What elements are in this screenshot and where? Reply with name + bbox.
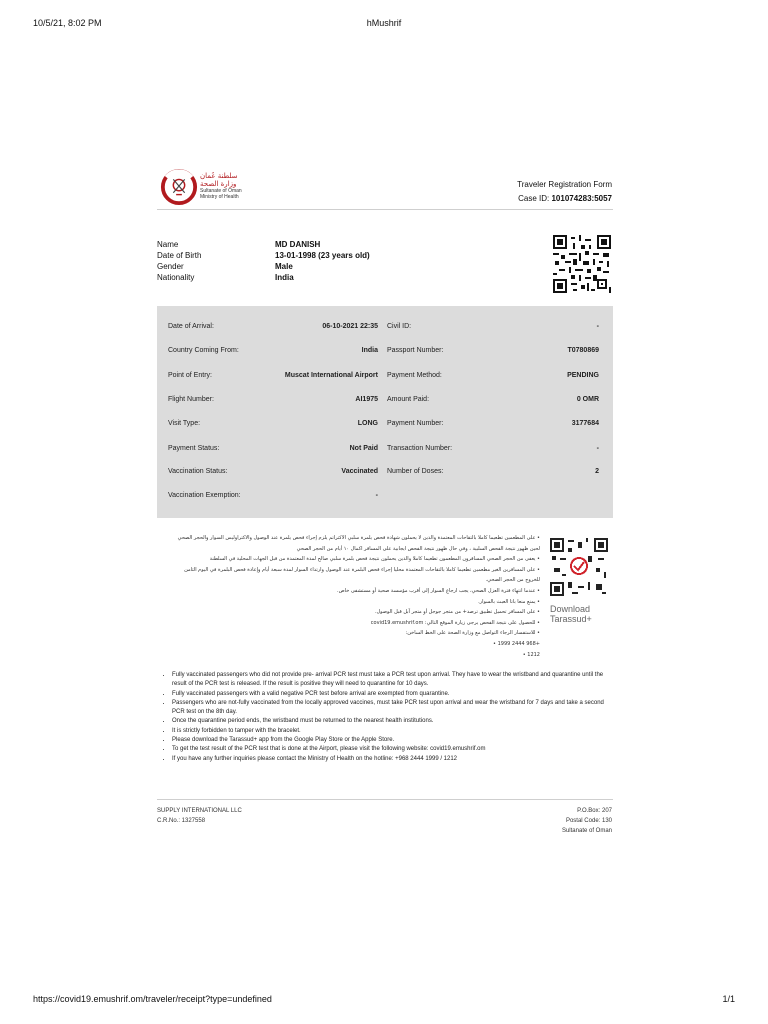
arabic-line: • يمنع منعا باتا العبث بالسوار.	[478, 598, 540, 605]
download-tarassud-link[interactable]	[550, 604, 592, 624]
country: Sultanate of Oman	[561, 828, 612, 834]
visit-type-value: LONG	[357, 420, 378, 427]
instruction-item: • Fully vaccinated passengers with a valid negative PCR test before arrival are exempted from quarantine.	[172, 690, 616, 699]
print-footer-url: https://covid19.emushrif.om/traveler/receipt?type=undefined	[33, 994, 272, 1004]
english-instructions	[160, 671, 616, 764]
vaccination-status-value: Vaccinated	[341, 468, 378, 475]
transaction-number-label: Transaction Number:	[387, 445, 453, 452]
po-box: P.O.Box: 207	[577, 808, 612, 814]
arrival-date-label: Date of Arrival:	[168, 323, 214, 330]
company-name: SUPPLY INTERNATIONAL LLC	[157, 808, 242, 814]
instruction-item: • Please download the Tarassud+ app from the Google Play Store or the Apple Store.	[172, 736, 616, 745]
country-from-value: India	[361, 347, 378, 354]
flight-number-label: Flight Number:	[168, 396, 214, 403]
civil-id-label: Civil ID:	[387, 323, 412, 330]
travel-details-panel	[157, 306, 613, 518]
instruction-item: • Passengers who are not-fully vaccinated from the locally approved vaccines, must take PCR test upon arrival and wear the wristband for 7 days and take a second PCR test on the 8th day.	[172, 699, 616, 718]
arabic-line: • يعفى من الحجر الصحي المسافرون المطعمون تطعيما كاملا والذين يحملون نتيجة فحص بلمرة سلبي صالح لمدة المعتمدة من قبل الجهات المحلية في السلطنة	[209, 556, 540, 563]
instruction-item: • Once the quarantine period ends, the wristband must be returned to the nearest health institutions.	[172, 717, 616, 726]
arabic-line: لحين ظهور نتيجة الفحص السلبية ، وفي حال ظهور نتيجة الفحص ايجابية على المسافر اكمال ١٠ أيام من الحجر الصحي	[296, 545, 540, 552]
arabic-line: +968 2444 1999 •	[493, 640, 540, 647]
instruction-item: • It is strictly forbidden to tamper with the bracelet.	[172, 727, 616, 736]
header-divider	[157, 209, 613, 210]
ministry-logo	[160, 166, 270, 212]
dob-value: 13-01-1998 (23 years old)	[275, 251, 370, 260]
payment-method-value: PENDING	[567, 372, 599, 379]
arabic-line: 1212 •	[522, 651, 540, 658]
arabic-line: • للاستفسار الرجاء التواصل مع وزارة الصحة على الخط الساخن:	[405, 630, 540, 637]
person-info	[157, 239, 370, 283]
logo-arabic-line1: سلطنة عُمان	[200, 172, 238, 180]
nationality-label: Nationality	[157, 273, 195, 282]
country-from-label: Country Coming From:	[168, 347, 239, 354]
amount-paid-value: 0 OMR	[576, 396, 599, 403]
print-header-title: hMushrif	[366, 18, 402, 28]
transaction-number-value: -	[596, 445, 599, 452]
payment-number-label: Payment Number:	[387, 420, 444, 427]
print-footer-page: 1/1	[722, 994, 735, 1004]
point-of-entry-label: Point of Entry:	[168, 372, 212, 379]
arabic-line: • على المطعمين تطعيما كاملا بالتقاحات المعتمدة والذين لا يحملون شهادة فحص يلمرة سلبي الاكتراتم يلزم إجراء فحص يلمرة عند الوصول والاكتراوليس السوار والحجر الصحي	[177, 535, 540, 541]
name-value: MD DANISH	[275, 240, 321, 249]
case-id-value: 101074283:5057	[551, 194, 612, 203]
app-name-label: Tarassud+	[550, 614, 592, 624]
company-info	[157, 806, 242, 826]
logo-arabic-line2: وزارة الصحة	[200, 180, 237, 188]
instruction-item: • To get the test result of the PCR test that is done at the Airport, please visit the following website: covid19.emushrif.om	[172, 745, 616, 754]
dob-label: Date of Birth	[157, 251, 202, 260]
vaccination-status-label: Vaccination Status:	[168, 468, 228, 475]
gender-value: Male	[275, 262, 293, 271]
nationality-value: India	[275, 273, 294, 282]
logo-english-line1: Sultanate of Oman	[200, 188, 242, 194]
passport-number-label: Passport Number:	[387, 347, 444, 354]
arabic-instructions	[160, 533, 540, 660]
instruction-item: • Fully vaccinated passengers who did not provide pre- arrival PCR test must take a PCR test upon arrival. They have to wear the wristband and quarantine until the result of the PCR test is released. If the result is positive they will need to quarantine for 10 days.	[172, 671, 616, 690]
arabic-line: • للحصول على نتيجة الفحص يرجى زيارة الموقع التالي: covid19.emushrif.om	[370, 619, 540, 626]
vaccination-exemption-value: -	[375, 492, 378, 499]
logo-english-line2: Ministry of Health	[200, 194, 239, 200]
arabic-line: • عندما انتهاء فترة العزل الصحي، يجب ارجاع السوار إلى أقرب مؤسسة صحية أو مستشفى خاص.	[337, 587, 540, 594]
arrival-date-value: 06-10-2021 22:35	[322, 323, 378, 330]
oman-emblem-icon	[160, 168, 198, 206]
arabic-line: • على المسافر تحميل تطبيق ترصد+ من متجر جوجل أو متجر آبل قبل الوصول.	[374, 609, 540, 616]
vaccination-exemption-label: Vaccination Exemption:	[168, 492, 241, 499]
number-of-doses-value: 2	[595, 468, 599, 475]
arabic-line: للخروج من الحجر الصحي.	[485, 577, 540, 584]
tarassud-qr-code-icon	[550, 538, 608, 596]
visit-type-label: Visit Type:	[168, 420, 201, 427]
print-header-datetime: 10/5/21, 8:02 PM	[33, 18, 102, 28]
gender-label: Gender	[157, 262, 184, 271]
payment-method-label: Payment Method:	[387, 372, 442, 379]
amount-paid-label: Amount Paid:	[387, 396, 430, 403]
form-title: Traveler Registration Form	[517, 180, 612, 189]
case-qr-code-icon	[553, 235, 611, 293]
name-label: Name	[157, 240, 179, 249]
number-of-doses-label: Number of Doses:	[387, 468, 444, 475]
postal-code: Postal Code: 130	[565, 818, 612, 824]
civil-id-value: -	[596, 323, 599, 330]
case-id	[518, 194, 612, 203]
arabic-line: • على المسافرين الغير مطعمين تطعيما كاملا بالتقاحات المعتمدة محليا إجراء فحص البلمرة عند الوصول وارتداء السوار لمدة سبعة أيام وإعادة فحص البلمرة في اليوم الثامن	[184, 566, 540, 573]
case-id-label: Case ID:	[518, 194, 550, 203]
instruction-item: • If you have any further inquiries please contact the Ministry of Health on the hotline: +968 2444 1999 / 1212	[172, 755, 616, 764]
point-of-entry-value: Muscat International Airport	[284, 372, 378, 379]
footer-divider	[157, 799, 613, 800]
passport-number-value: T0780869	[567, 347, 599, 354]
download-label: Download	[550, 604, 591, 614]
payment-number-value: 3177684	[571, 420, 599, 427]
postal-address	[562, 806, 612, 836]
company-cr-number: C.R.No.: 1327558	[157, 818, 206, 824]
payment-status-label: Payment Status:	[168, 445, 220, 452]
flight-number-value: AI1975	[355, 396, 378, 403]
payment-status-value: Not Paid	[349, 445, 378, 452]
